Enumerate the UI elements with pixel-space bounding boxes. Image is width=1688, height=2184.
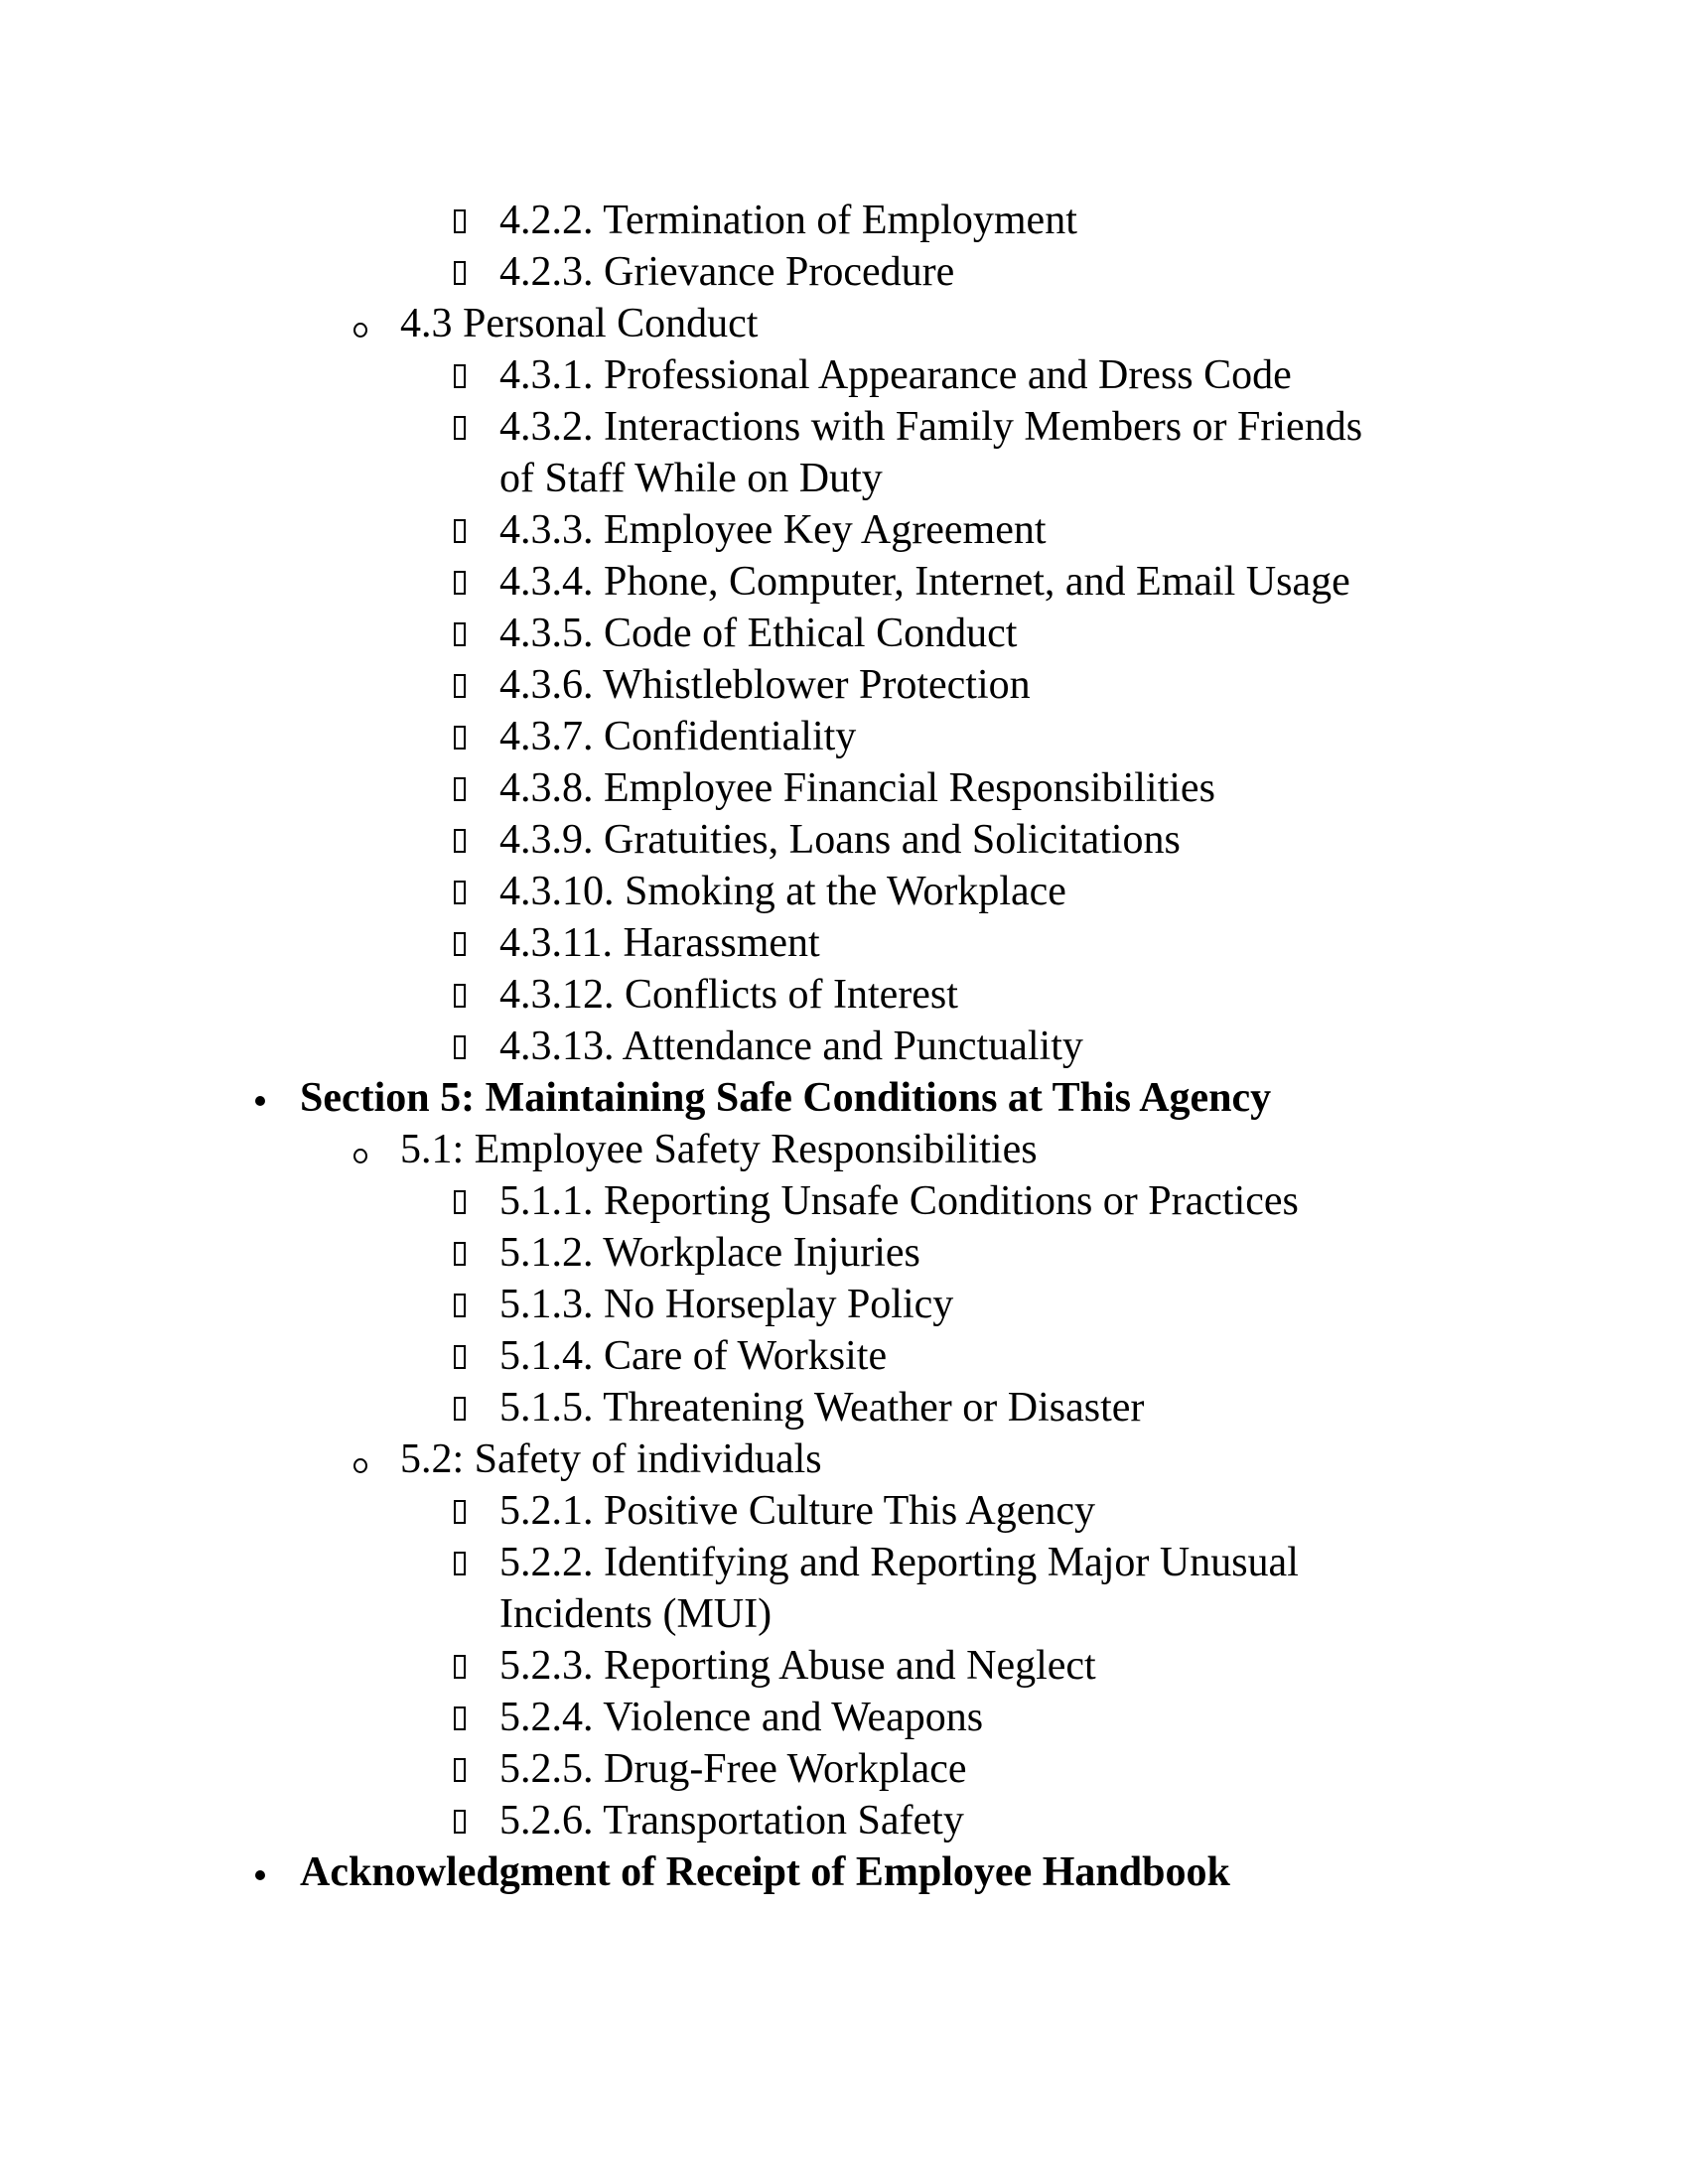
square-bullet-icon bbox=[454, 1294, 466, 1317]
toc-entry-text: 5.2.2. Identifying and Reporting Major Unusual bbox=[499, 1540, 1299, 1585]
toc-entry bbox=[499, 1382, 1688, 1433]
list-item bbox=[0, 1743, 1688, 1795]
toc-entry-text: of Staff While on Duty bbox=[499, 456, 883, 501]
toc-entry-text: 5.2.3. Reporting Abuse and Neglect bbox=[499, 1643, 1096, 1689]
list-item bbox=[0, 1175, 1688, 1227]
square-bullet-icon bbox=[454, 1552, 466, 1575]
toc-entry-text: 5.2: Safety of individuals bbox=[400, 1436, 822, 1482]
toc-entry-text: 4.3.5. Code of Ethical Conduct bbox=[499, 611, 1018, 656]
disc-bullet-icon bbox=[255, 1870, 265, 1880]
toc-entry-text: 4.3.7. Confidentiality bbox=[499, 714, 857, 759]
list-item bbox=[0, 866, 1688, 917]
toc-entry bbox=[499, 1485, 1688, 1537]
square-bullet-icon bbox=[454, 932, 466, 956]
circle-bullet-icon bbox=[353, 1458, 367, 1473]
toc-entry-text: 5.1.2. Workplace Injuries bbox=[499, 1230, 920, 1276]
square-bullet-icon bbox=[454, 1190, 466, 1214]
toc-entry-text: 5.2.4. Violence and Weapons bbox=[499, 1695, 984, 1740]
toc-entry-text: 4.2.2. Termination of Employment bbox=[499, 198, 1077, 243]
list-item bbox=[0, 608, 1688, 659]
square-bullet-icon bbox=[454, 726, 466, 750]
list-item bbox=[0, 762, 1688, 814]
toc-entry-text: 4.3.13. Attendance and Punctuality bbox=[499, 1024, 1083, 1069]
list-item bbox=[0, 1227, 1688, 1279]
toc-entry-text: 5.1.4. Care of Worksite bbox=[499, 1333, 888, 1379]
toc-entry bbox=[499, 917, 1688, 969]
toc-entry bbox=[499, 1743, 1688, 1795]
square-bullet-icon bbox=[454, 1706, 466, 1730]
square-bullet-icon bbox=[454, 261, 466, 285]
list-item bbox=[0, 401, 1688, 504]
list-item bbox=[0, 298, 1688, 349]
toc-entry bbox=[499, 1021, 1688, 1072]
toc-entry bbox=[499, 504, 1688, 556]
square-bullet-icon bbox=[454, 1758, 466, 1782]
toc-entry-text: 5.2.1. Positive Culture This Agency bbox=[499, 1488, 1096, 1534]
toc-entry bbox=[400, 298, 1688, 349]
disc-bullet-icon bbox=[255, 1096, 265, 1106]
list-item bbox=[0, 1640, 1688, 1692]
list-item bbox=[0, 969, 1688, 1021]
list-item bbox=[0, 1846, 1688, 1898]
toc-entry-text: 4.3 Personal Conduct bbox=[400, 301, 759, 346]
toc-entry bbox=[400, 1124, 1688, 1175]
toc-entry bbox=[499, 659, 1688, 711]
toc-entry bbox=[499, 711, 1688, 762]
circle-bullet-icon bbox=[353, 1149, 367, 1163]
toc-entry-text: 4.3.9. Gratuities, Loans and Solicitations bbox=[499, 817, 1181, 863]
toc-entry-text: 4.3.12. Conflicts of Interest bbox=[499, 972, 958, 1018]
square-bullet-icon bbox=[454, 209, 466, 233]
toc-entry bbox=[499, 1692, 1688, 1743]
toc-entry-text: 5.1.5. Threatening Weather or Disaster bbox=[499, 1385, 1145, 1431]
list-item bbox=[0, 814, 1688, 866]
table-of-contents bbox=[0, 195, 1688, 1898]
list-item bbox=[0, 1072, 1688, 1124]
toc-entry-text: 4.3.3. Employee Key Agreement bbox=[499, 507, 1047, 553]
toc-entry bbox=[300, 1846, 1688, 1898]
list-item bbox=[0, 556, 1688, 608]
toc-entry-text: 5.1: Employee Safety Responsibilities bbox=[400, 1127, 1038, 1172]
toc-entry-text: 4.3.6. Whistleblower Protection bbox=[499, 662, 1031, 708]
toc-entry-text: Acknowledgment of Receipt of Employee Handbook bbox=[300, 1849, 1230, 1895]
toc-entry bbox=[499, 762, 1688, 814]
list-item bbox=[0, 1795, 1688, 1846]
square-bullet-icon bbox=[454, 1345, 466, 1369]
square-bullet-icon bbox=[454, 364, 466, 388]
toc-entry-text: 4.3.4. Phone, Computer, Internet, and Email Usage bbox=[499, 559, 1350, 605]
square-bullet-icon bbox=[454, 571, 466, 595]
toc-entry bbox=[499, 401, 1688, 504]
square-bullet-icon bbox=[454, 881, 466, 904]
list-item bbox=[0, 1433, 1688, 1485]
toc-entry bbox=[499, 195, 1688, 246]
square-bullet-icon bbox=[454, 519, 466, 543]
list-item bbox=[0, 1279, 1688, 1330]
toc-entry-text: 4.3.8. Employee Financial Responsibilities bbox=[499, 765, 1215, 811]
list-item bbox=[0, 246, 1688, 298]
toc-entry-text: 4.3.11. Harassment bbox=[499, 920, 820, 966]
toc-entry bbox=[400, 1433, 1688, 1485]
toc-entry bbox=[499, 1279, 1688, 1330]
square-bullet-icon bbox=[454, 1242, 466, 1266]
toc-entry bbox=[300, 1072, 1688, 1124]
toc-entry bbox=[499, 866, 1688, 917]
square-bullet-icon bbox=[454, 1397, 466, 1421]
list-item bbox=[0, 1124, 1688, 1175]
square-bullet-icon bbox=[454, 674, 466, 698]
toc-entry-text: 5.2.6. Transportation Safety bbox=[499, 1798, 964, 1843]
list-item bbox=[0, 711, 1688, 762]
square-bullet-icon bbox=[454, 1810, 466, 1834]
square-bullet-icon bbox=[454, 829, 466, 853]
toc-entry-text: 4.3.2. Interactions with Family Members or Friends bbox=[499, 404, 1363, 450]
list-item bbox=[0, 1692, 1688, 1743]
toc-entry bbox=[499, 1227, 1688, 1279]
toc-entry bbox=[499, 1795, 1688, 1846]
toc-entry-text: Incidents (MUI) bbox=[499, 1591, 773, 1637]
square-bullet-icon bbox=[454, 1500, 466, 1524]
toc-entry-text: 4.3.1. Professional Appearance and Dress Code bbox=[499, 352, 1292, 398]
toc-entry bbox=[499, 1330, 1688, 1382]
toc-entry-text: Section 5: Maintaining Safe Conditions at This Agency bbox=[300, 1075, 1272, 1121]
list-item bbox=[0, 504, 1688, 556]
toc-entry bbox=[499, 969, 1688, 1021]
toc-entry-text: 5.1.1. Reporting Unsafe Conditions or Practices bbox=[499, 1178, 1299, 1224]
square-bullet-icon bbox=[454, 777, 466, 801]
toc-entry bbox=[499, 349, 1688, 401]
list-item bbox=[0, 1382, 1688, 1433]
circle-bullet-icon bbox=[353, 323, 367, 338]
toc-entry-text: 4.3.10. Smoking at the Workplace bbox=[499, 869, 1066, 914]
list-item bbox=[0, 1021, 1688, 1072]
list-item bbox=[0, 659, 1688, 711]
toc-entry bbox=[499, 1175, 1688, 1227]
list-item bbox=[0, 1537, 1688, 1640]
square-bullet-icon bbox=[454, 1035, 466, 1059]
toc-entry bbox=[499, 1640, 1688, 1692]
toc-entry bbox=[499, 1537, 1688, 1640]
toc-entry bbox=[499, 556, 1688, 608]
toc-entry-text: 5.2.5. Drug-Free Workplace bbox=[499, 1746, 967, 1792]
toc-entry bbox=[499, 814, 1688, 866]
square-bullet-icon bbox=[454, 622, 466, 646]
list-item bbox=[0, 1485, 1688, 1537]
square-bullet-icon bbox=[454, 984, 466, 1008]
toc-entry bbox=[499, 608, 1688, 659]
list-item bbox=[0, 195, 1688, 246]
toc-entry-text: 5.1.3. No Horseplay Policy bbox=[499, 1282, 954, 1327]
list-item bbox=[0, 349, 1688, 401]
square-bullet-icon bbox=[454, 1655, 466, 1679]
list-item bbox=[0, 1330, 1688, 1382]
toc-entry bbox=[499, 246, 1688, 298]
toc-entry-text: 4.2.3. Grievance Procedure bbox=[499, 249, 955, 295]
square-bullet-icon bbox=[454, 416, 466, 440]
list-item bbox=[0, 917, 1688, 969]
